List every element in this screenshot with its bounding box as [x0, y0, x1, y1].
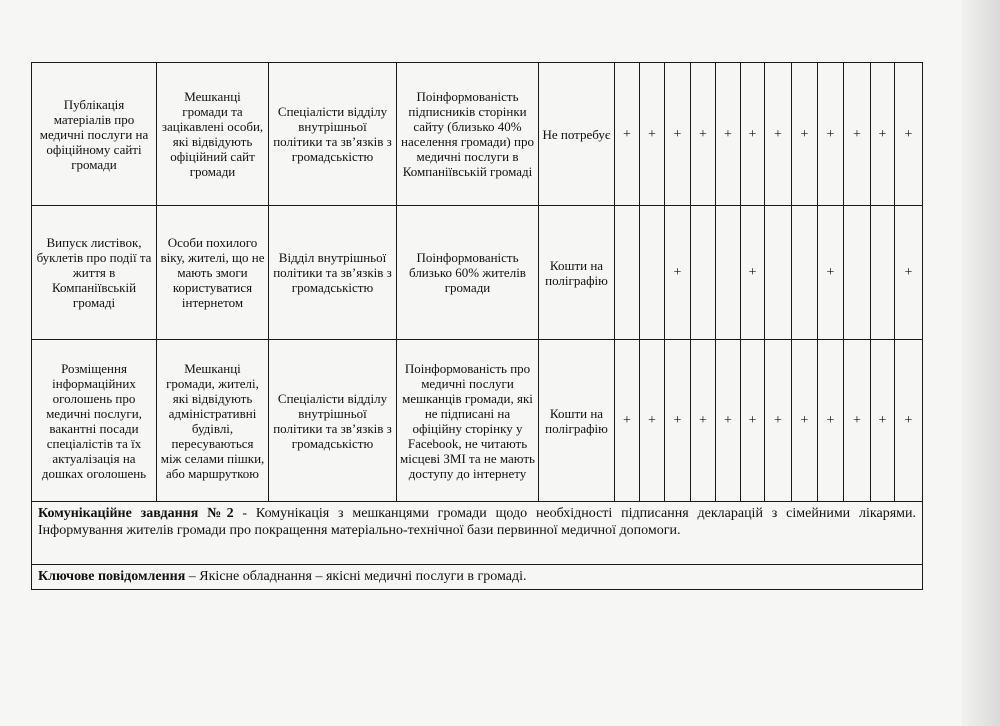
month-mark	[844, 206, 871, 340]
responsible-cell: Спеціалісти відділу внутрішньої політики та зв’язків з громадськістю	[269, 63, 397, 206]
month-mark	[765, 206, 792, 340]
month-mark: +	[741, 63, 765, 206]
month-mark: +	[818, 340, 844, 502]
key-message-row	[32, 565, 923, 590]
audience-cell: Мешканці громади та зацікавлені особи, які відвідують офіційний сайт громади	[157, 63, 269, 206]
month-mark: +	[765, 340, 792, 502]
month-mark: +	[895, 63, 923, 206]
month-mark: +	[716, 340, 741, 502]
month-mark: +	[665, 206, 691, 340]
month-mark: +	[871, 63, 895, 206]
table-row	[32, 340, 923, 502]
month-mark: +	[871, 340, 895, 502]
table-row	[32, 206, 923, 340]
activity-cell: Публікація матеріалів про медичні послуги на офіційному сайті громади	[32, 63, 157, 206]
month-mark	[716, 206, 741, 340]
month-mark: +	[665, 340, 691, 502]
key-message-label: Ключове повідомлення	[38, 569, 186, 584]
result-cell: Поінформованість підписників сторінки сайту (близько 40% населення громади) про медичні послуги в Компаніївській громаді	[397, 63, 539, 206]
communication-task-label: Комунікаційне завдання №2	[38, 506, 234, 521]
communication-task-cell	[32, 502, 923, 565]
funding-cell: Кошти на поліграфію	[539, 206, 615, 340]
month-mark: +	[691, 63, 716, 206]
month-mark: +	[640, 340, 665, 502]
month-mark: +	[844, 340, 871, 502]
month-mark: +	[716, 63, 741, 206]
month-mark	[615, 206, 640, 340]
month-mark: +	[818, 206, 844, 340]
activity-cell: Розміщення інформаційних оголошень про медичні послуги, вакантні посади спеціалістів та їх актуалізація на дошках оголошень	[32, 340, 157, 502]
communication-plan-table	[31, 62, 923, 590]
audience-cell: Особи похилого віку, жителі, що не мають змоги користуватися інтернетом	[157, 206, 269, 340]
month-mark: +	[792, 340, 818, 502]
month-mark: +	[665, 63, 691, 206]
activity-cell: Випуск листівок, буклетів про події та життя в Компаніївській громаді	[32, 206, 157, 340]
month-mark: +	[691, 340, 716, 502]
month-mark: +	[895, 206, 923, 340]
table-row	[32, 63, 923, 206]
month-mark: +	[818, 63, 844, 206]
key-message-cell	[32, 565, 923, 590]
month-mark	[691, 206, 716, 340]
month-mark	[871, 206, 895, 340]
month-mark: +	[792, 63, 818, 206]
month-mark: +	[615, 63, 640, 206]
month-mark: +	[741, 206, 765, 340]
funding-cell: Не потребує	[539, 63, 615, 206]
month-mark: +	[741, 340, 765, 502]
month-mark: +	[615, 340, 640, 502]
month-mark	[792, 206, 818, 340]
result-cell: Поінформованість про медичні послуги мешканців громади, які не підписані на офіційну сторінку у Facebook, не читають місцеві ЗМІ та не мають доступу до інтернету	[397, 340, 539, 502]
key-message-text: – Якісне обладнання – якісні медичні послуги в громаді.	[185, 569, 527, 584]
page-edge-shadow	[962, 0, 1000, 726]
month-mark: +	[895, 340, 923, 502]
funding-cell: Кошти на поліграфію	[539, 340, 615, 502]
month-mark	[640, 206, 665, 340]
audience-cell: Мешканці громади, жителі, які відвідують адміністративні будівлі, пересуваються між селами пішки, або маршруткою	[157, 340, 269, 502]
responsible-cell: Спеціалісти відділу внутрішньої політики та зв’язків з громадськістю	[269, 340, 397, 502]
month-mark: +	[640, 63, 665, 206]
communication-task-row	[32, 502, 923, 565]
result-cell: Поінформованість близько 60% жителів громади	[397, 206, 539, 340]
communication-task-text: - Комунікація з мешканцями громади щодо необхідності підписання декларацій з сімейними лікарями. Інформування жителів громади про покращення матеріально-технічної бази первинної медичної допомоги.	[38, 506, 916, 538]
responsible-cell: Відділ внутрішньої політики та зв’язків з громадськістю	[269, 206, 397, 340]
month-mark: +	[765, 63, 792, 206]
month-mark: +	[844, 63, 871, 206]
